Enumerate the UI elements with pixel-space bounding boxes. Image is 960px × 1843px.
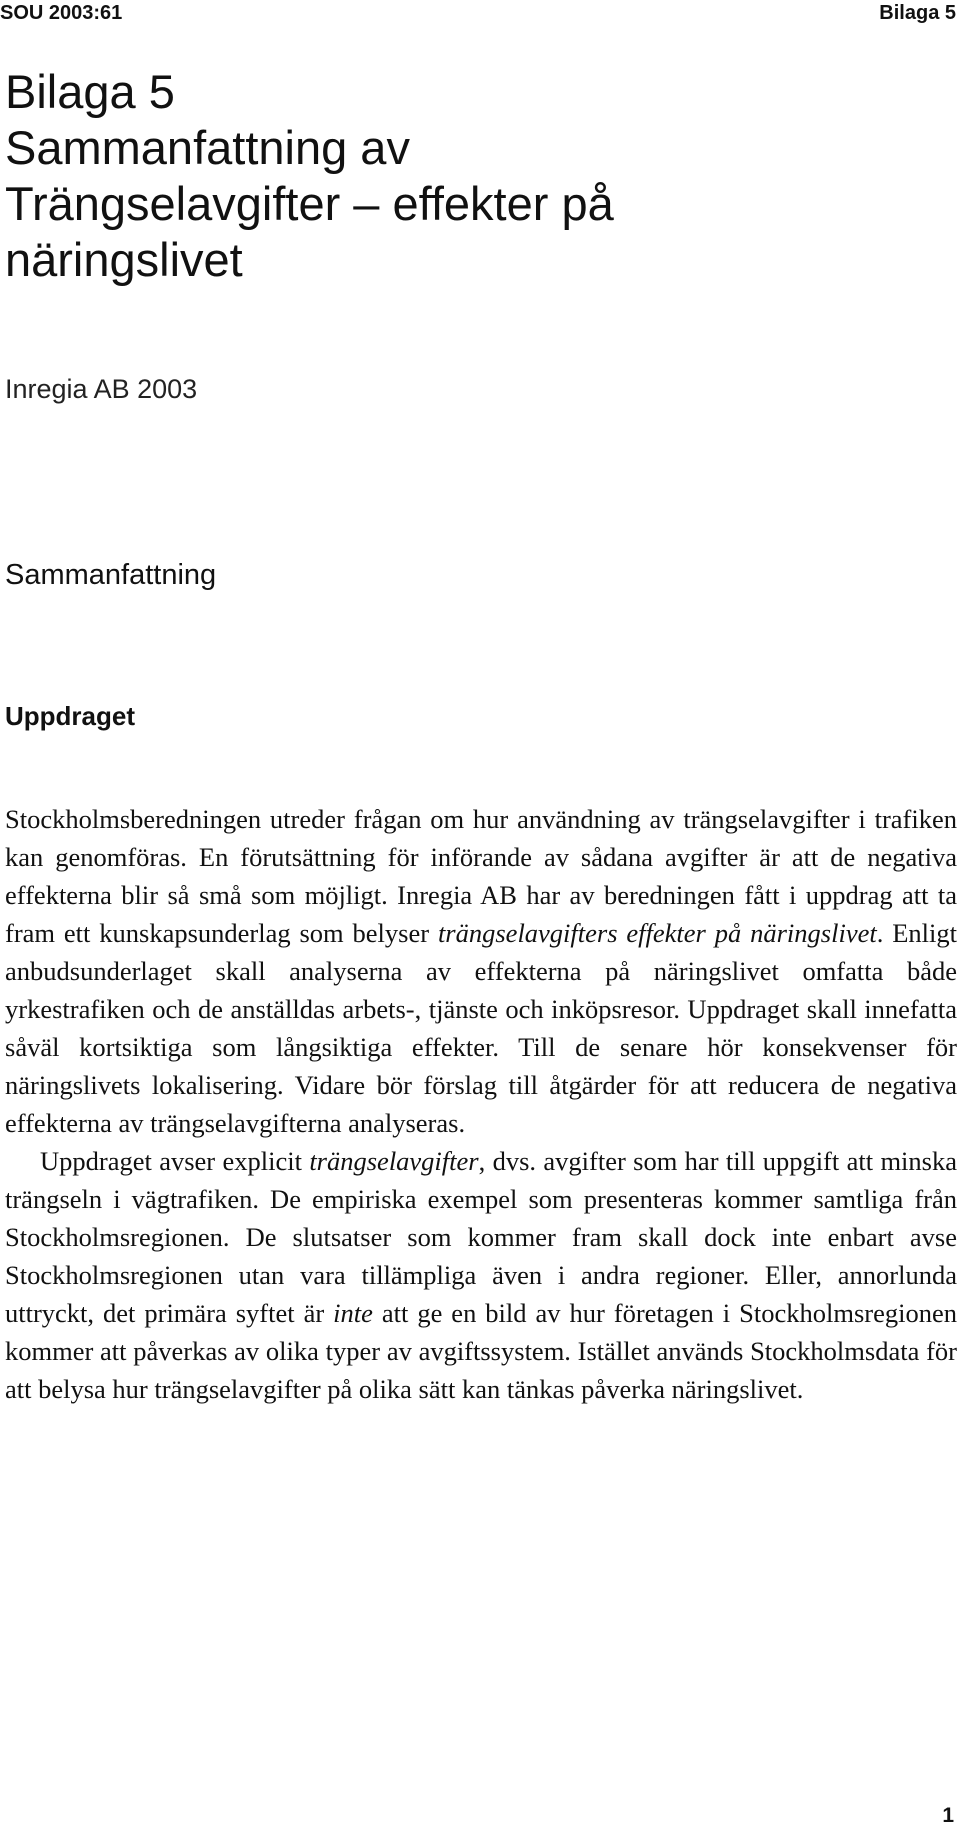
text-run: . Enligt anbudsunderlaget skall analyserna av effekterna på näringslivet omfatta både yrkestrafiken och de anställdas arbets-, tjänste och inköpsresor. Uppdraget skall innefatta såväl kortsiktiga som långsiktiga effekter. Till de senare hör konsekvenser för näringslivets lokalisering. Vidare bör förslag till åtgärder för att reducera de negativa effekterna av trängselavgifterna analyseras.: [5, 918, 957, 1138]
title-line: Sammanfattning av: [5, 121, 410, 174]
emphasis-text: trängselavgifter: [309, 1146, 479, 1176]
header-appendix-label: Bilaga 5: [879, 2, 956, 24]
paragraph: [5, 800, 957, 1142]
paragraph: [5, 1142, 957, 1408]
page-title: [5, 64, 945, 288]
author-line: Inregia AB 2003: [5, 374, 198, 404]
page-number: 1: [942, 1804, 954, 1827]
header-report-id: SOU 2003:61: [0, 2, 123, 24]
text-run: att ge en bild av hur företagen i Stockholmsregionen kommer att påverkas av olika typer av avgiftssystem. Istället används Stockholmsdata för att belysa hur trängselavgifter på olika sätt kan tänkas påverka näringslivet.: [5, 1298, 957, 1404]
text-run: Uppdraget avser explicit: [40, 1146, 310, 1176]
running-header: [0, 0, 960, 26]
body-text: [5, 800, 957, 1408]
sub-heading: Uppdraget: [5, 701, 135, 731]
section-heading: Sammanfattning: [5, 559, 217, 591]
title-line: näringslivet: [5, 233, 243, 286]
emphasis-text: trängselavgifters effekter på näringslivet: [437, 918, 877, 948]
title-line: Bilaga 5: [5, 65, 175, 118]
text-run: Stockholmsberedningen utreder frågan om hur användning av trängselavgifter i trafiken kan genomföras. En förutsättning för införande av sådana avgifter är att de negativa effekterna blir så små som möjligt. Inregia AB har av beredningen fått i uppdrag att ta fram ett kunskapsunderlag som belyser: [5, 804, 957, 948]
title-line: Trängselavgifter – effekter på: [5, 177, 614, 230]
text-run: , dvs. avgifter som har till uppgift att minska trängseln i vägtrafiken. De empiriska exempel som presenteras kommer samtliga från Stockholmsregionen. De slutsatser som kommer fram skall dock inte enbart avse Stockholmsregionen utan vara tillämpliga även i andra regioner. Eller, annorlunda uttryckt, det primära syftet är: [5, 1146, 957, 1328]
emphasis-text: inte: [333, 1298, 373, 1328]
